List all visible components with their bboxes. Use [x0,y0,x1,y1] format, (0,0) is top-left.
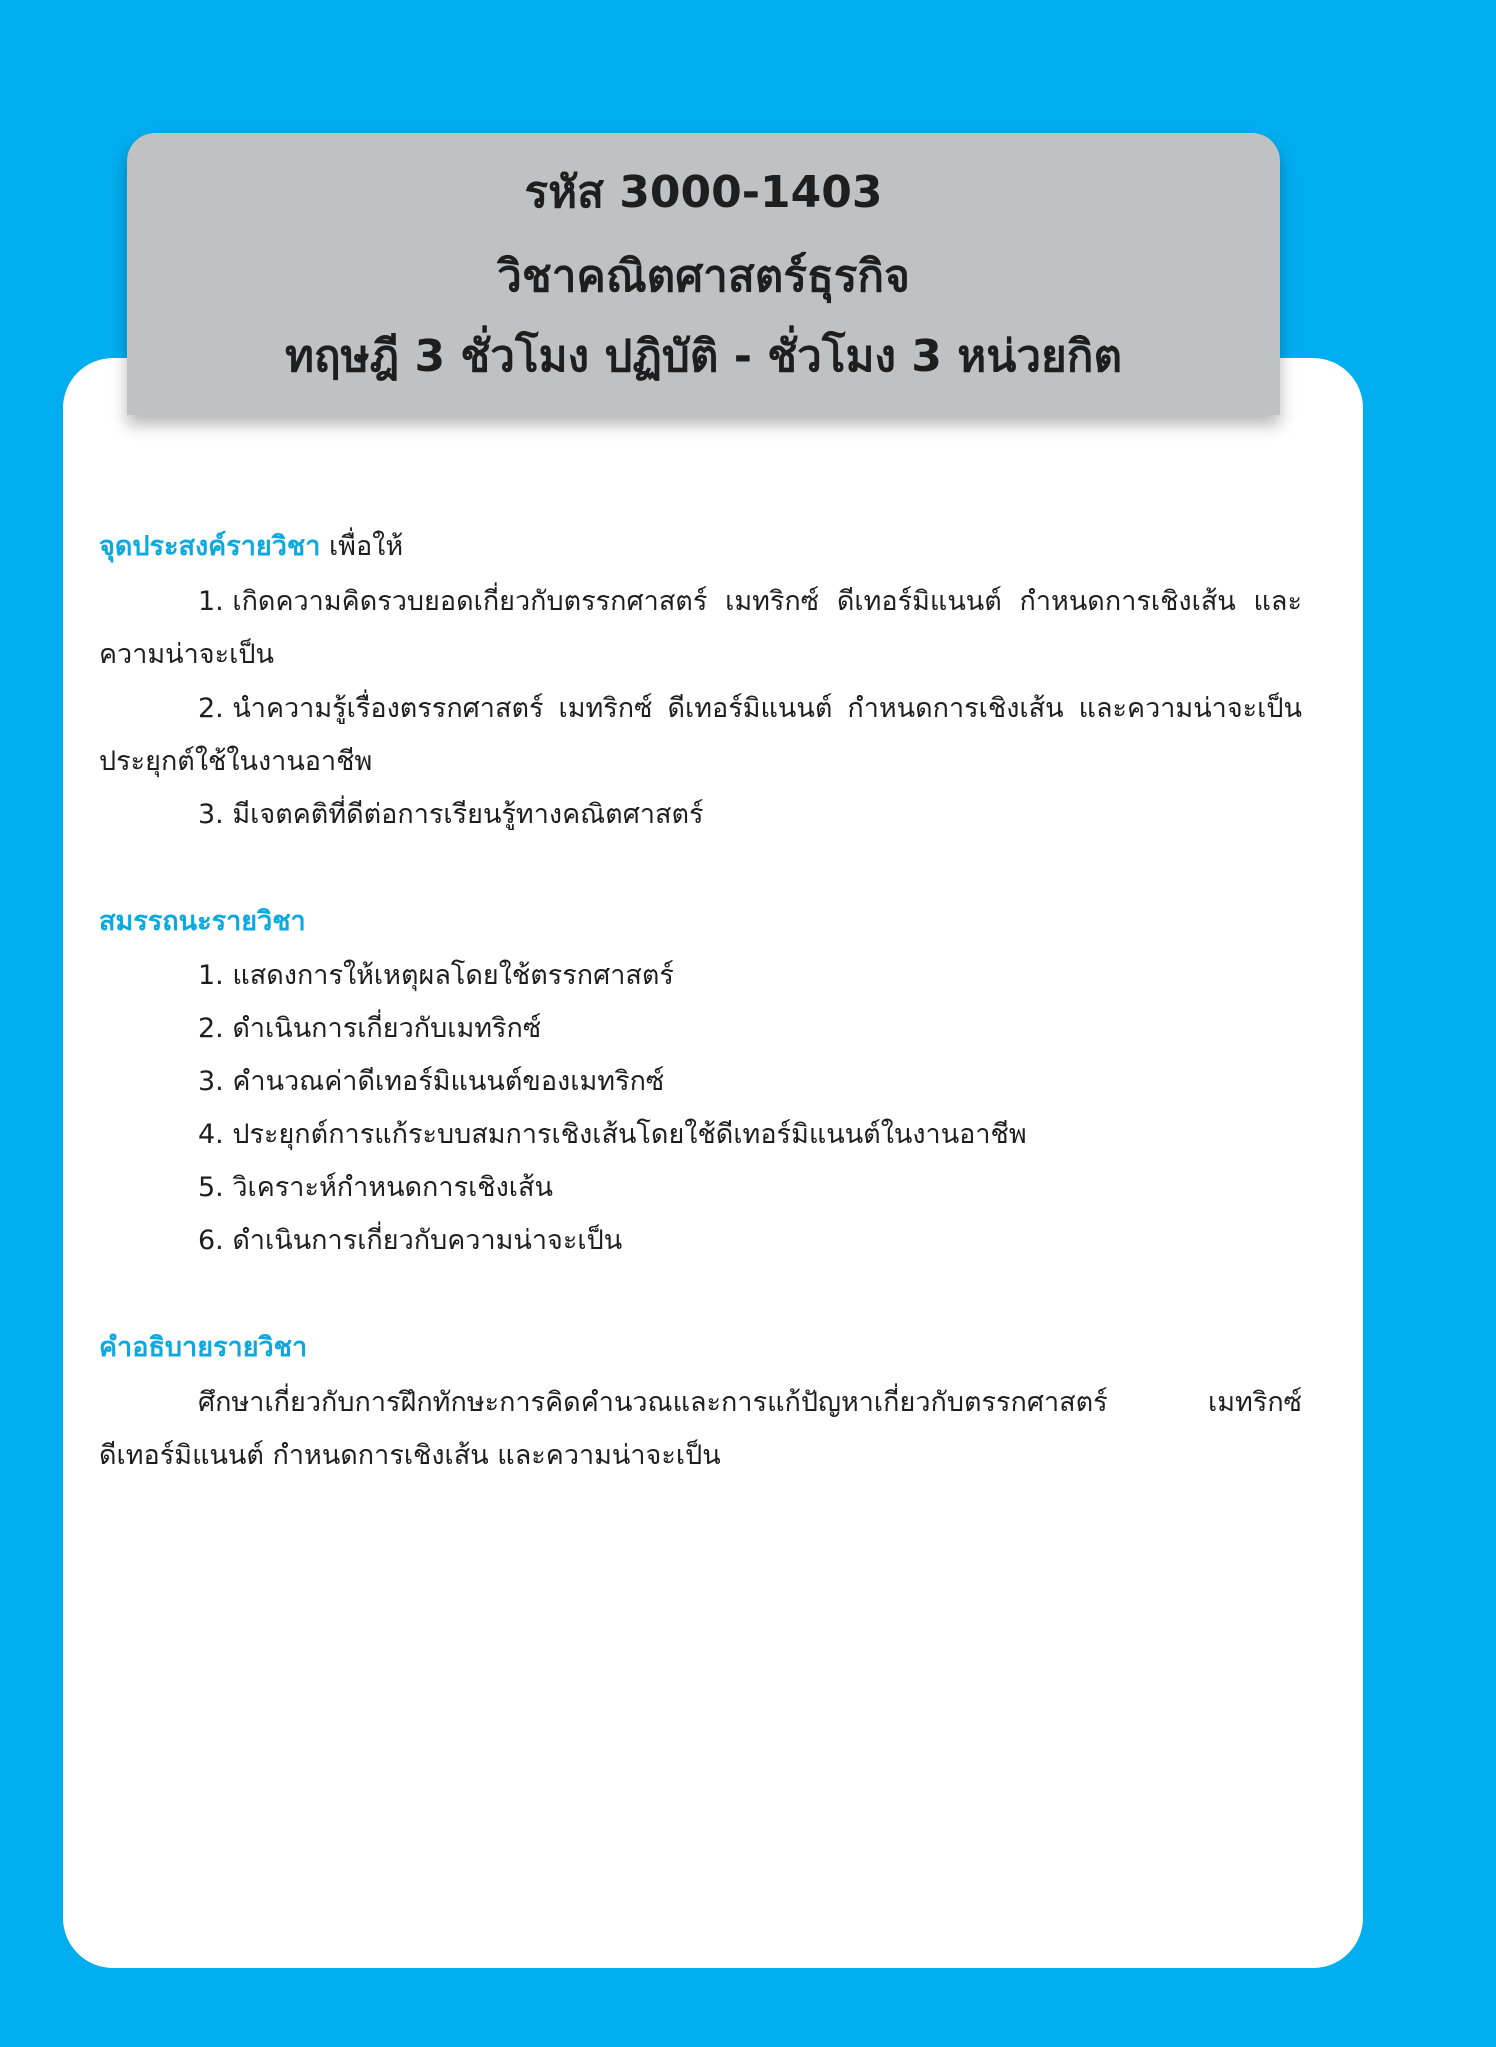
objective-item-2-continued: ประยุกต์ใช้ในงานอาชีพ [99,746,373,777]
objective-1-word: ดีเทอร์มิแนนต์ [836,586,1002,617]
competency-item: 5. วิเคราะห์กำหนดการเชิงเส้น [198,1172,553,1203]
competency-item: 1. แสดงการให้เหตุผลโดยใช้ตรรกศาสตร์ [198,960,674,991]
competency-item: 6. ดำเนินการเกี่ยวกับความน่าจะเป็น [198,1225,623,1256]
objective-2-word: เมทริกซ์ [558,693,653,724]
objective-item-1 [198,588,1302,615]
objective-1-word: เมทริกซ์ [725,586,820,617]
description-word: ศึกษาเกี่ยวกับการฝึกทักษะการคิดคำนวณและการแก้ปัญหาเกี่ยวกับตรรกศาสตร์ [198,1387,1108,1418]
objective-item-2 [198,695,1302,722]
objectives-heading: จุดประสงค์รายวิชา [99,531,321,562]
objective-2-word: 2. นำความรู้เรื่องตรรกศาสตร์ [198,693,544,724]
objectives-heading-line [99,533,403,560]
course-hours: ทฤษฎี 3 ชั่วโมง ปฏิบัติ - ชั่วโมง 3 หน่วยกิต [284,331,1123,382]
objective-1-word: และ [1253,586,1302,617]
objective-1-word: กำหนดการเชิงเส้น [1019,586,1236,617]
course-code: รหัส 3000-1403 [524,167,883,218]
course-subject: วิชาคณิตศาสตร์ธุรกิจ [497,251,910,302]
competency-item: 2. ดำเนินการเกี่ยวกับเมทริกซ์ [198,1013,542,1044]
objective-1-word: 1. เกิดความคิดรวบยอดเกี่ยวกับตรรกศาสตร์ [198,586,708,617]
objective-2-word: ดีเทอร์มิแนนต์ [667,693,833,724]
objective-item-3: 3. มีเจตคติที่ดีต่อการเรียนรู้ทางคณิตศาสตร์ [198,799,704,830]
objective-2-word: และความน่าจะเป็น [1078,693,1302,724]
competencies-heading: สมรรถนะรายวิชา [99,906,306,937]
objective-2-word: กำหนดการเชิงเส้น [847,693,1064,724]
competency-item: 3. คำนวณค่าดีเทอร์มิแนนต์ของเมทริกซ์ [198,1066,665,1097]
objective-item-1-continued: ความน่าจะเป็น [99,639,274,670]
description-heading: คำอธิบายรายวิชา [99,1332,308,1363]
description-line-1 [198,1389,1302,1416]
description-word: เมทริกซ์ [1208,1387,1302,1418]
competency-item: 4. ประยุกต์การแก้ระบบสมการเชิงเส้นโดยใช้ดีเทอร์มิแนนต์ในงานอาชีพ [198,1119,1027,1150]
description-line-2: ดีเทอร์มิแนนต์ กำหนดการเชิงเส้น และความน่าจะเป็น [99,1440,721,1471]
objectives-intro: เพื่อให้ [320,531,404,562]
